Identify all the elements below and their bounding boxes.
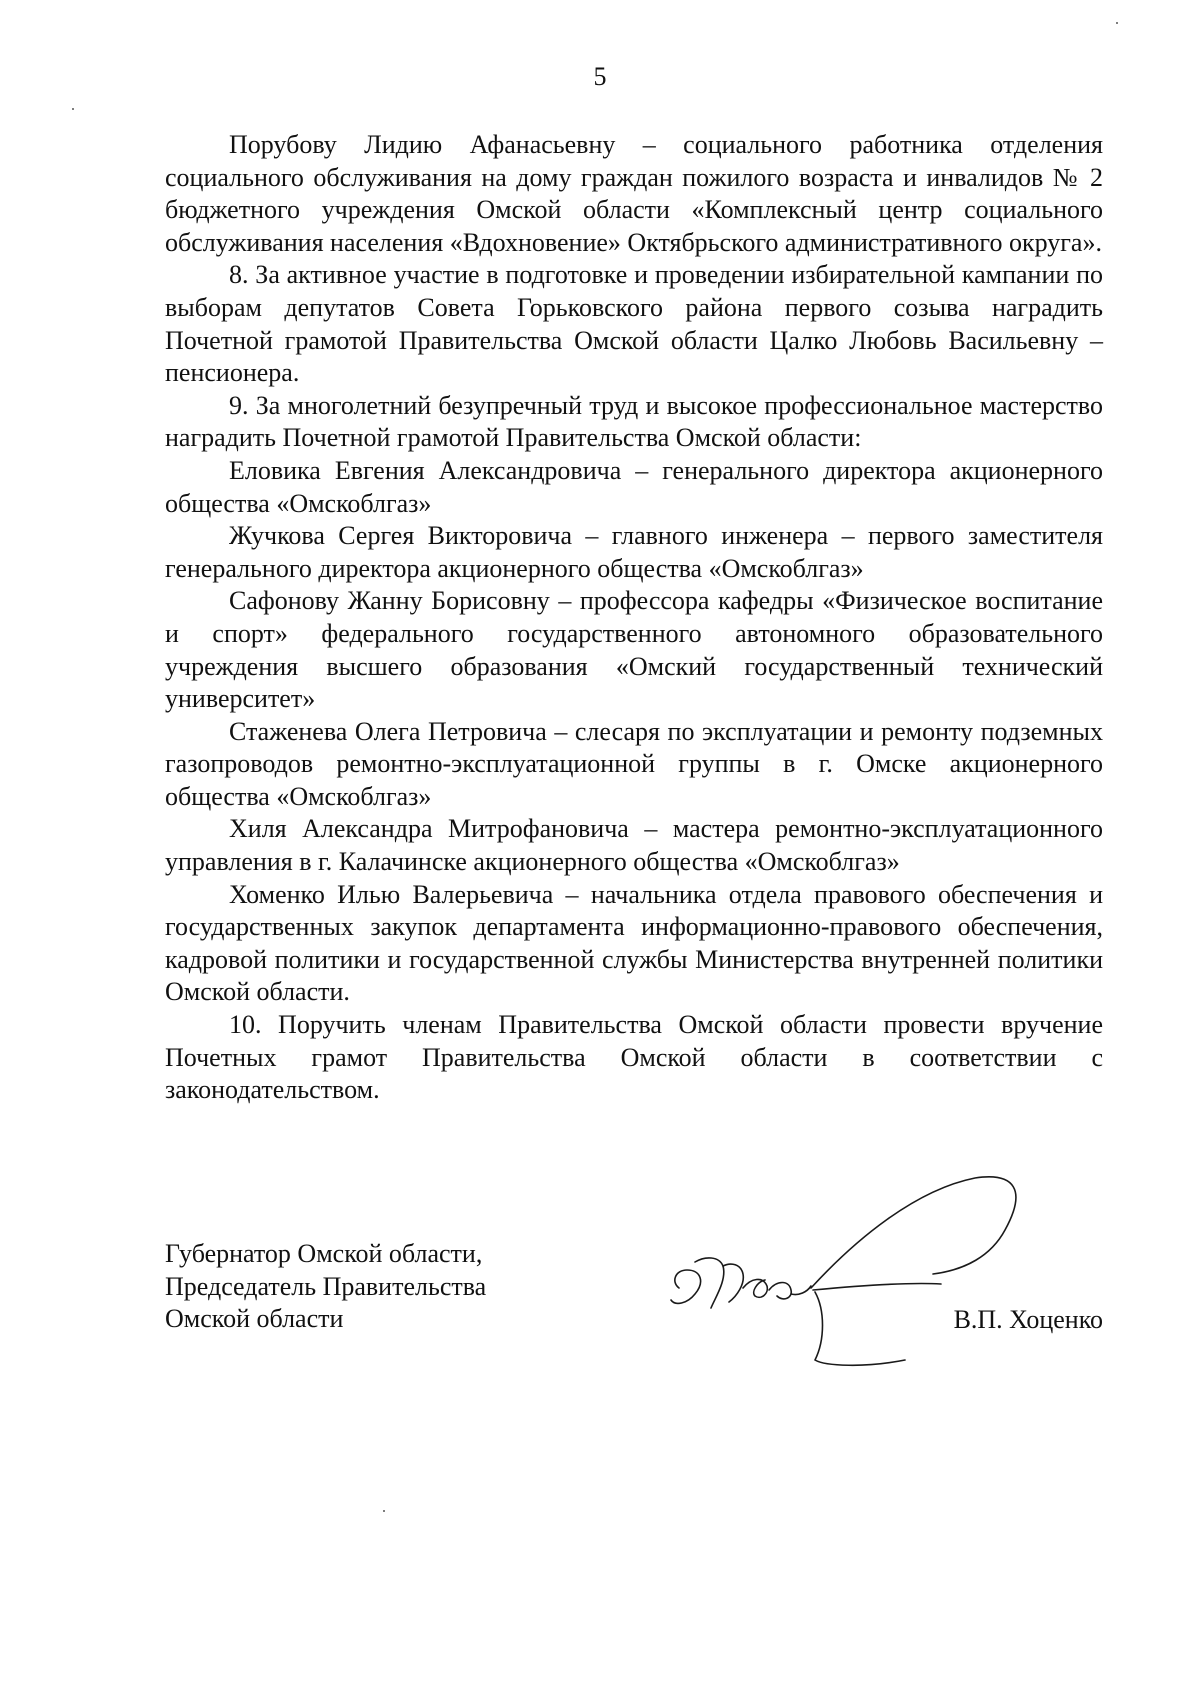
page-number: 5 [593, 62, 607, 91]
document-body [165, 129, 1103, 1107]
signer-position-line: Омской области [165, 1304, 344, 1334]
signer-name: В.П. Хоценко [953, 1305, 1103, 1334]
paragraph-porubova: Порубову Лидию Афанасьевну – социального работника отделения социального обслуживания на дому граждан пожилого возраста и инвалидов № 2 бюджетного учреждения Омской области «Комплексный центр социального обслуживания населения «Вдохновение» Октябрьского административного округа». [165, 130, 1103, 257]
paragraph-khomenko: Хоменко Илью Валерьевича – начальника отдела правового обеспечения и государственных закупок департамента информационно-правового обеспечения, кадровой политики и государственной службы Министерства внутренней политики Омской области. [165, 879, 1103, 1007]
scan-speck [72, 108, 74, 110]
paragraph-khil: Хиля Александра Митрофановича – мастера ремонтно-эксплуатационного управления в г. Калачинске акционерного общества «Омскоблгаз» [165, 814, 1103, 877]
paragraph-item-10: 10. Поручить членам Правительства Омской области провести вручение Почетных грамот Правительства Омской области в соответствии с законодательством. [165, 1010, 1103, 1105]
signer-position-line: Губернатор Омской области, [165, 1239, 483, 1268]
paragraph-safonova: Сафонову Жанну Борисовну – профессора кафедры «Физическое воспитание и спорт» федерального государственного автономного образовательного учреждения высшего образования «Омский государственный технический университет» [165, 586, 1103, 714]
paragraph-stazhenev: Стаженева Олега Петровича – слесаря по эксплуатации и ремонту подземных газопроводов ремонтно-эксплуатационной группы в г. Омске акционерного общества «Омскоблгаз» [165, 716, 1103, 811]
scan-speck [383, 1510, 385, 1512]
paragraph-zhuchkov: Жучкова Сергея Викторовича – главного инженера – первого заместителя генерального директора акционерного общества «Омскоблгаз» [165, 521, 1103, 583]
signer-position-line: Председатель Правительства [165, 1271, 487, 1301]
handwritten-signature [665, 1170, 1065, 1380]
paragraph-item-8: 8. За активное участие в подготовке и проведении избирательной кампании по выборам депутатов Совета Горьковского района первого созыва наградить Почетной грамотой Правительства Омской области Цалко Любовь Васильевну – пенсионера. [165, 260, 1103, 388]
paragraph-elovik: Еловика Евгения Александровича – генерального директора акционерного общества «Омскоблгаз» [165, 455, 1103, 518]
signer-position [165, 1238, 585, 1336]
scan-speck [1116, 22, 1118, 24]
paragraph-item-9: 9. За многолетний безупречный труд и высокое профессиональное мастерство наградить Почетной грамотой Правительства Омской области: [165, 390, 1103, 453]
